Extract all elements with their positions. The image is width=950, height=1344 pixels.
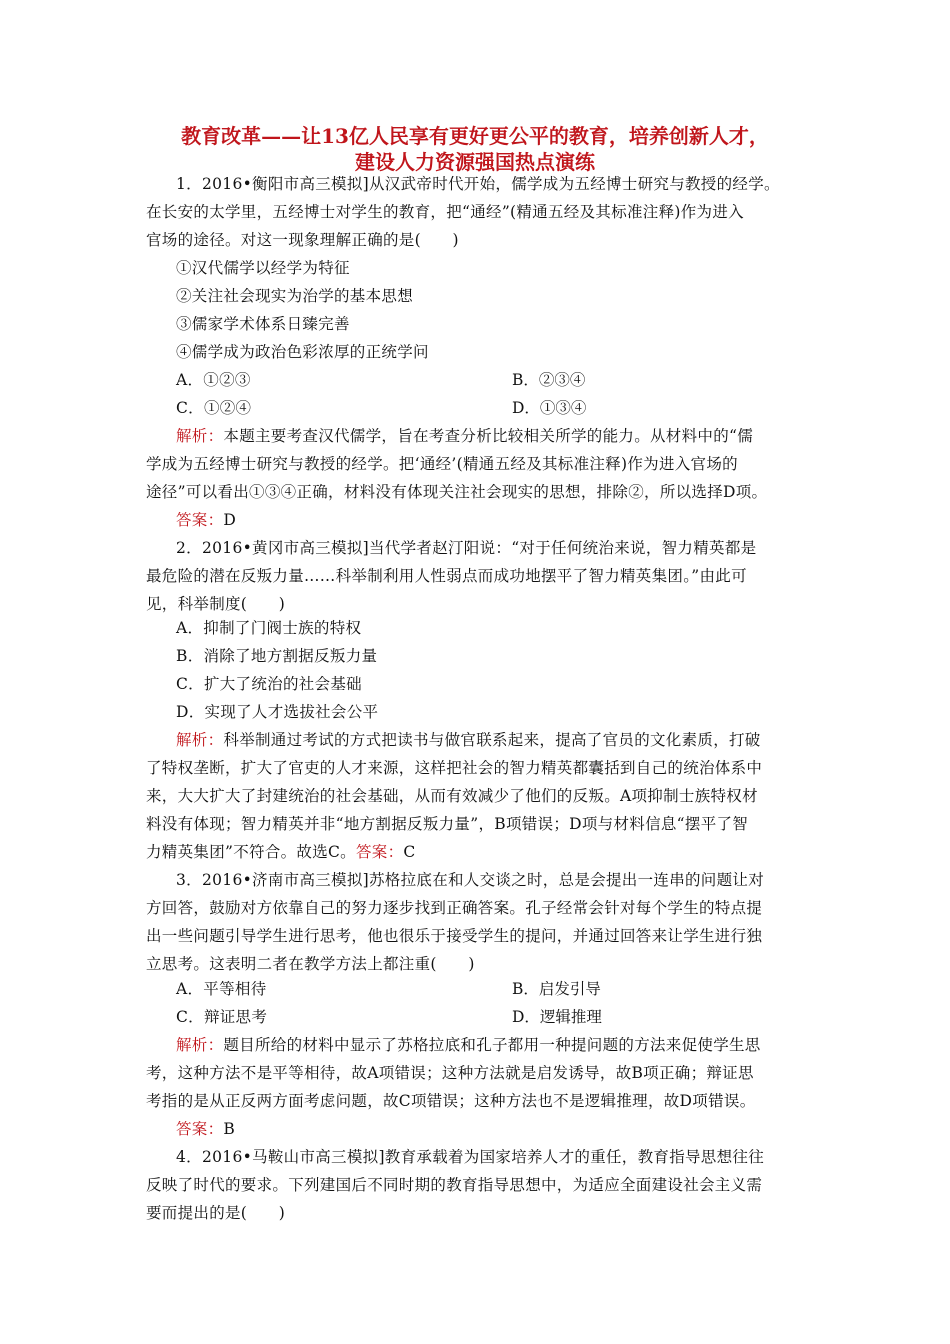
q1-item: ①汉代儒学以经学为特征 (176, 259, 350, 277)
answer-value: C (403, 843, 416, 861)
q3-stem-line: 立思考。这表明二者在教学方法上都注重( ) (146, 955, 475, 973)
analysis-label: 解析： (176, 731, 224, 749)
answer-value: B (223, 1120, 236, 1138)
q2-stem-line: 2．2016•黄冈市高三模拟]当代学者赵汀阳说：“对于任何统治来说，智力精英都是 (176, 539, 757, 557)
q1-item: ④儒学成为政治色彩浓厚的正统学问 (176, 343, 429, 361)
answer-label: 答案： (176, 511, 224, 529)
q4-stem-line: 反映了时代的要求。下列建国后不同时期的教育指导思想中，为适应全面建设社会主义需 (146, 1176, 763, 1194)
q4-stem-line: 要而提出的是( ) (146, 1204, 286, 1222)
analysis-text: 科举制通过考试的方式把读书与做官联系起来，提高了官员的文化素质，打破 (223, 731, 761, 749)
q1-analysis-line: 学成为五经博士研究与教授的经学。把‘通经’(精通五经及其标准注释)作为进入官场的 (146, 455, 738, 473)
analysis-label: 解析： (176, 427, 224, 445)
q1-option-c: C．①②④ (176, 399, 252, 417)
answer-value: D (223, 511, 237, 529)
q3-analysis-line: 考，这种方法不是平等相待，故A项错误；这种方法就是启发诱导，故B项正确；辩证思 (146, 1064, 754, 1082)
q3-stem-line: 方回答，鼓励对方依靠自己的努力逐步找到正确答案。孔子经常会针对每个学生的特点提 (146, 899, 763, 917)
q1-stem-line: 在长安的太学里，五经博士对学生的教育，把“通经”(精通五经及其标准注释)作为进入 (146, 203, 744, 221)
q3-answer (176, 1115, 846, 1143)
analysis-label: 解析： (176, 1036, 224, 1054)
q1-option-d: D．①③④ (512, 399, 587, 417)
q2-stem-line: 见，科举制度( ) (146, 595, 286, 613)
q2-analysis-line (146, 838, 816, 866)
q3-option-b: B．启发引导 (512, 980, 601, 998)
q3-stem-line: 3．2016•济南市高三模拟]苏格拉底在和人交谈之时，总是会提出一连串的问题让对 (176, 871, 764, 889)
q3-option-c: C．辩证思考 (176, 1008, 268, 1026)
q2-analysis-line: 料没有体现；智力精英并非“地方割据反叛力量”，B项错误；D项与材料信息“摆平了智 (146, 815, 749, 833)
q1-analysis-line: 途径”可以看出①③④正确，材料没有体现关注社会现实的思想，排除②，所以选择D项。 (146, 483, 768, 501)
analysis-text: 力精英集团”不符合。故选C。 (146, 843, 356, 861)
analysis-text: 题目所给的材料中显示了苏格拉底和孔子都用一种提问题的方法来促使学生思 (223, 1036, 761, 1054)
document-title-line2: 建设人力资源强国热点演练 (355, 150, 595, 174)
q2-stem-line: 最危险的潜在反叛力量……科举制利用人性弱点而成功地摆平了智力精英集团。”由此可 (146, 567, 747, 585)
q1-analysis-line (176, 422, 846, 450)
q2-option-b: B．消除了地方割据反叛力量 (176, 647, 378, 665)
q1-item: ③儒家学术体系日臻完善 (176, 315, 350, 333)
q1-stem-line: 1．2016•衡阳市高三模拟]从汉武帝时代开始，儒学成为五经博士研究与教授的经学。 (176, 175, 780, 193)
q1-stem-line: 官场的途径。对这一现象理解正确的是( ) (146, 231, 459, 249)
q3-option-d: D．逻辑推理 (512, 1008, 602, 1026)
q3-option-a: A．平等相待 (176, 980, 267, 998)
answer-label: 答案： (176, 1120, 224, 1138)
q2-option-c: C．扩大了统治的社会基础 (176, 675, 362, 693)
q1-option-b: B．②③④ (512, 371, 586, 389)
q3-analysis-line (176, 1031, 846, 1059)
q1-option-a: A．①②③ (176, 371, 251, 389)
q2-analysis-line: 来，大大扩大了封建统治的社会基础，从而有效减少了他们的反叛。A项抑制士族特权材 (146, 787, 758, 805)
q3-analysis-line: 考指的是从正反两方面考虑问题，故C项错误；这种方法也不是逻辑推理，故D项错误。 (146, 1092, 756, 1110)
q3-stem-line: 出一些问题引导学生进行思考，他也很乐于接受学生的提问，并通过回答来让学生进行独 (146, 927, 763, 945)
q4-stem-line: 4．2016•马鞍山市高三模拟]教育承载着为国家培养人才的重任，教育指导思想往往 (176, 1148, 764, 1166)
q1-item: ②关注社会现实为治学的基本思想 (176, 287, 414, 305)
answer-label: 答案： (356, 843, 404, 861)
analysis-text: 本题主要考查汉代儒学，旨在考查分析比较相关所学的能力。从材料中的“儒 (223, 427, 754, 445)
q2-option-d: D．实现了人才选拔社会公平 (176, 703, 379, 721)
q2-option-a: A．抑制了门阀士族的特权 (176, 619, 362, 637)
q2-analysis-line: 了特权垄断，扩大了官吏的人才来源，这样把社会的智力精英都囊括到自己的统治体系中 (146, 759, 763, 777)
q1-answer (176, 506, 846, 534)
document-title-line1: 教育改革——让13亿人民享有更好更公平的教育，培养创新人才， (181, 124, 769, 148)
q2-analysis-line (176, 726, 846, 754)
